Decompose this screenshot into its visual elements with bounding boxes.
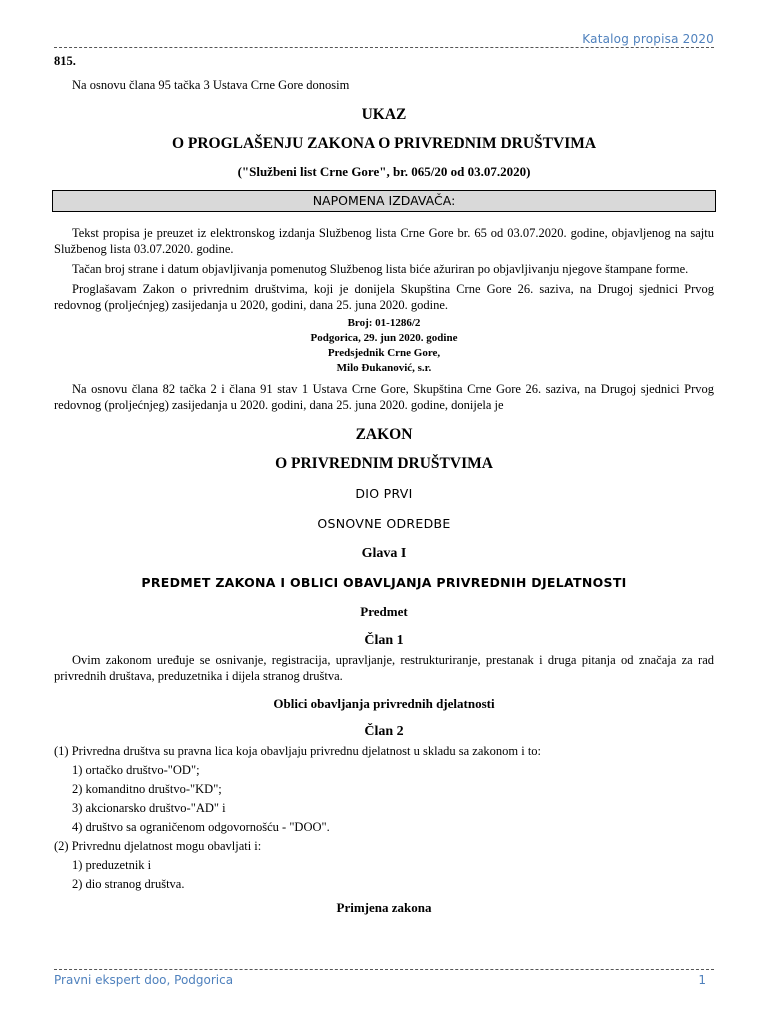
list-item: 2) komanditno društvo-"KD";	[72, 782, 222, 796]
list-item: 1) ortačko društvo-"OD";	[72, 763, 200, 777]
note-paragraph-2: Tačan broj strane i datum objavljivanja pomenutog Službenog lista biće ažuriran po objavljivanju njegove štampane forme.	[72, 262, 689, 276]
list-item: 3) akcionarsko društvo-"AD" i	[72, 801, 226, 815]
section-heading-predmet: Predmet	[360, 604, 408, 619]
publisher-note-box	[52, 190, 716, 212]
part-heading: DIO PRVI	[355, 486, 413, 501]
ukaz-subtitle: O PROGLAŠENJU ZAKONA O PRIVREDNIM DRUŠTVIMA	[171, 135, 597, 152]
note-paragraph-1: Tekst propisa je preuzet iz elektronskog izdanja Službenog lista Crne Gore br. 65 od 03.07.2020. godine, objavljenog na sajtu Službenog lista 03.07.2020. godine.	[54, 226, 714, 256]
part-title: OSNOVNE ODREDBE	[317, 516, 451, 531]
article-2-heading: Član 2	[364, 724, 404, 739]
running-header: Katalog propisa 2020	[582, 32, 714, 46]
president-name: Milo Đukanović, s.r.	[336, 362, 432, 374]
zakon-heading: ZAKON	[355, 426, 413, 443]
section-heading-primjena: Primjena zakona	[336, 900, 432, 915]
section-heading-oblici: Oblici obavljanja privrednih djelatnosti	[273, 696, 495, 711]
intro-paragraph: Na osnovu člana 95 tačka 3 Ustava Crne Gore donosim	[72, 78, 350, 92]
running-footer	[54, 973, 714, 989]
list-item: 2) dio stranog društva.	[72, 877, 185, 891]
article-1-text: Ovim zakonom uređuje se osnivanje, registracija, upravljanje, restrukturiranje, prestanak i druga pitanja od značaja za rad privrednih društava, preduzetnika i dijela stranog društva.	[54, 653, 714, 683]
decree-place-date: Podgorica, 29. jun 2020. godine	[310, 332, 458, 344]
act-number: 815.	[54, 54, 76, 68]
zakon-subtitle: O PRIVREDNIM DRUŠTVIMA	[275, 455, 493, 472]
president-title: Predsjednik Crne Gore,	[327, 347, 441, 359]
document-body	[54, 53, 714, 916]
proclamation-paragraph: Proglašavam Zakon o privrednim društvima, koji je donijela Skupština Crne Gore 26. saziva, na Drugoj sjednici Prvog redovnog (proljećnjeg) zasijedanja u 2020, godini, dana 25. juna 2020. godine.	[54, 282, 714, 312]
list-item: 4) društvo sa ograničenom odgovornošću - "DOO".	[72, 820, 330, 834]
chapter-title: PREDMET ZAKONA I OBLICI OBAVLJANJA PRIVREDNIH DJELATNOSTI	[141, 575, 627, 590]
ukaz-heading: UKAZ	[361, 106, 407, 123]
article-1-heading: Član 1	[364, 633, 404, 648]
chapter-heading: Glava I	[361, 546, 407, 561]
article-2-list-1	[54, 762, 714, 835]
article-2-paragraph-2: (2) Privrednu djelatnost mogu obavljati i:	[54, 839, 262, 853]
decree-number: Broj: 01-1286/2	[347, 317, 421, 329]
list-item: 1) preduzetnik i	[72, 858, 152, 872]
footer-publisher: Pravni ekspert doo, Podgorica	[54, 973, 234, 987]
legal-basis-paragraph: Na osnovu člana 82 tačka 2 i člana 91 stav 1 Ustava Crne Gore, Skupština Crne Gore 26. saziva, na Drugoj sjednici Prvog redovnog (proljećnjeg) zasijedanja u 2020. godini, dana 25. juna 2020. godine, donijela je	[54, 382, 714, 412]
gazette-reference: ("Službeni list Crne Gore", br. 065/20 od 03.07.2020)	[237, 164, 531, 179]
header-divider	[54, 47, 714, 48]
article-2-list-2	[54, 857, 714, 892]
footer-divider	[54, 969, 714, 970]
article-2-paragraph-1: (1) Privredna društva su pravna lica koja obavljaju privrednu djelatnost u skladu sa zakonom i to:	[54, 744, 542, 758]
page-number: 1	[698, 973, 706, 987]
publisher-note-title: NAPOMENA IZDAVAČA:	[312, 193, 456, 208]
